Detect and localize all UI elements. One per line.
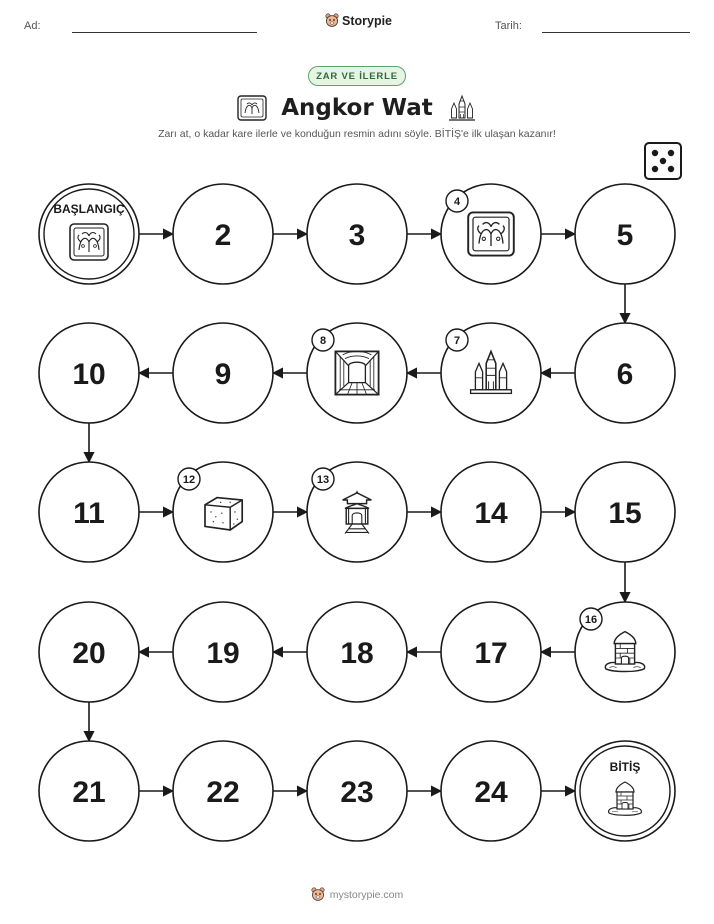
carved-relief-icon	[70, 224, 108, 260]
stone-corridor-icon	[335, 351, 378, 394]
start-square	[39, 184, 139, 284]
square-number: 15	[608, 497, 642, 530]
square-number: 5	[616, 219, 634, 252]
board-square-15	[575, 462, 675, 562]
board-square-20	[39, 602, 139, 702]
board-square-4	[441, 184, 541, 284]
square-number: 17	[474, 637, 508, 670]
square-number: 10	[72, 358, 106, 391]
square-number: 6	[616, 358, 634, 391]
square-number: 16	[584, 614, 598, 626]
square-number: 24	[474, 776, 508, 809]
board-square-6	[575, 323, 675, 423]
board-square-8	[307, 323, 407, 423]
square-number: 8	[319, 335, 327, 347]
board-square-22	[173, 741, 273, 841]
board-square-18	[307, 602, 407, 702]
board-square-21	[39, 741, 139, 841]
board-square-11	[39, 462, 139, 562]
finish-label: BİTİŞ	[609, 760, 641, 774]
carved-relief-icon	[468, 212, 514, 255]
board-square-24	[441, 741, 541, 841]
start-label: BAŞLANGIÇ	[53, 202, 125, 216]
square-number: 14	[474, 497, 508, 530]
board-square-12	[173, 462, 273, 562]
square-number: 4	[453, 196, 461, 208]
board-square-9	[173, 323, 273, 423]
square-number: 11	[73, 497, 105, 530]
storypie-mascot-icon	[311, 887, 325, 902]
board-square-3	[307, 184, 407, 284]
board-square-7	[441, 323, 541, 423]
brand-name: Storypie	[342, 13, 393, 28]
board-square-5	[575, 184, 675, 284]
square-number: 9	[214, 358, 232, 391]
board-square-14	[441, 462, 541, 562]
square-number: 7	[453, 335, 461, 347]
square-number: 3	[348, 219, 366, 252]
square-number: 13	[316, 474, 330, 486]
board-square-16	[575, 602, 675, 702]
instructions: Zarı at, o kadar kare ilerle ve konduğun resmin adını söyle. BİTİŞ'e ilk ulaşan kazanır!	[158, 128, 556, 140]
activity-type-badge: ZAR VE İLERLE	[308, 66, 406, 86]
square-number: 23	[340, 776, 374, 809]
name-label: Ad:	[24, 20, 41, 32]
finish-square	[575, 741, 675, 841]
board-square-23	[307, 741, 407, 841]
board-square-13	[307, 462, 407, 562]
footer	[0, 887, 714, 902]
square-number: 22	[206, 776, 240, 809]
square-number: 2	[214, 219, 232, 252]
square-number: 21	[72, 776, 106, 809]
footer-url: mystorypie.com	[329, 888, 404, 901]
board-square-17	[441, 602, 541, 702]
board-square-10	[39, 323, 139, 423]
sandstone-block-icon	[205, 498, 242, 530]
board-square-19	[173, 602, 273, 702]
page-title: Angkor Wat	[281, 95, 433, 121]
square-number: 12	[182, 474, 196, 486]
square-number: 19	[206, 637, 240, 670]
square-number: 18	[340, 637, 374, 670]
board-squares	[39, 184, 675, 841]
board-square-2	[173, 184, 273, 284]
date-label: Tarih:	[495, 20, 522, 32]
square-number: 20	[72, 637, 106, 670]
